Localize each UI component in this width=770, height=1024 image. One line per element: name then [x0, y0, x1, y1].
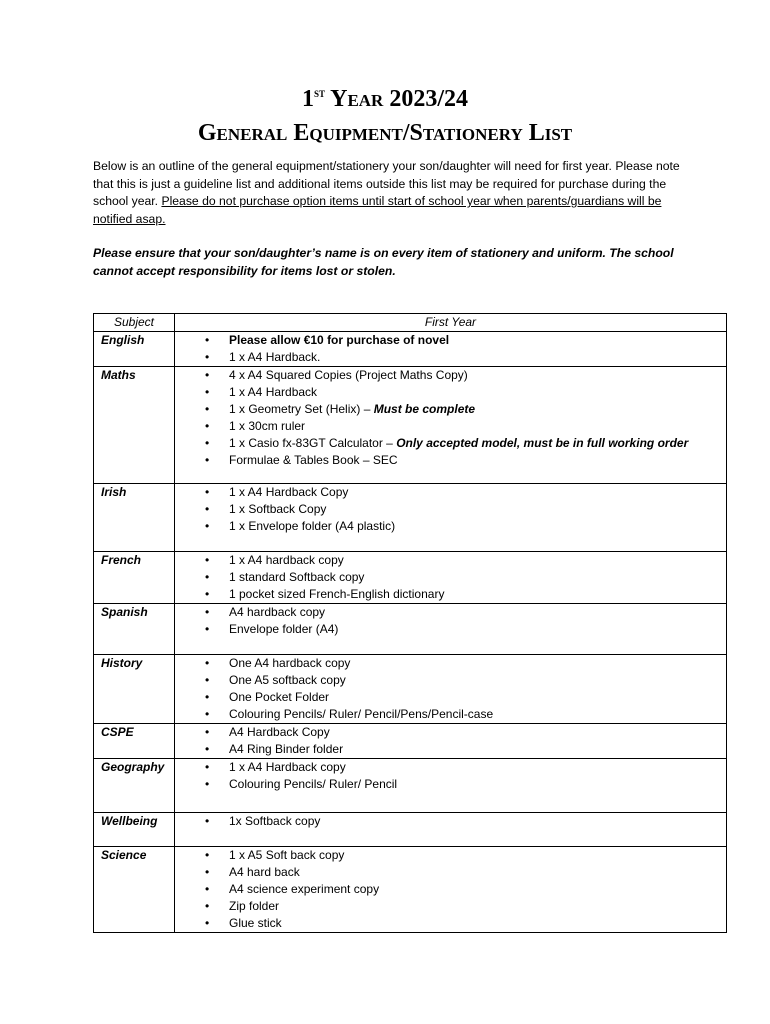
item-text: A4 hardback copy — [229, 605, 326, 619]
item-text: 1 standard Softback copy — [229, 570, 365, 584]
subject-cell: English — [94, 332, 175, 367]
list-item — [229, 384, 726, 401]
table-row — [94, 332, 727, 367]
item-text: 1 x A4 Hardback copy — [229, 760, 346, 774]
items-list — [175, 604, 726, 638]
intro-paragraph: Below is an outline of the general equipment/stationery your son/daughter will need for first year. Please note that this is just a guideline list and additional items outside this list may be required for purchase during the school year. Please do not purchase option items until start of school year when parents/guardians will be notified asap. — [93, 159, 680, 226]
item-text: 1 x A4 Hardback. — [229, 350, 321, 364]
subject-cell: French — [94, 552, 175, 604]
list-item — [229, 847, 726, 864]
list-item — [229, 741, 726, 758]
items-cell — [175, 604, 727, 655]
item-text: Colouring Pencils/ Ruler/ Pencil — [229, 777, 398, 791]
item-text: Glue stick — [229, 916, 282, 930]
table-row — [94, 367, 727, 484]
subject-header: Subject — [94, 314, 175, 332]
list-item — [229, 915, 726, 932]
list-item — [229, 706, 726, 723]
items-cell — [175, 552, 727, 604]
list-item — [229, 689, 726, 706]
list-item — [229, 349, 726, 366]
item-emphasis: Must be complete — [373, 402, 476, 416]
item-text: A4 hard back — [229, 865, 300, 879]
list-item — [229, 552, 726, 569]
list-item — [229, 813, 726, 830]
document-title: 1st Year 2023/24 — [301, 85, 469, 112]
items-cell — [175, 724, 727, 759]
list-item — [229, 776, 726, 793]
list-item — [229, 724, 726, 741]
list-item — [229, 435, 726, 452]
subject-cell: Irish — [94, 484, 175, 552]
item-text: One A5 softback copy — [229, 673, 346, 687]
list-item — [229, 604, 726, 621]
items-list — [175, 759, 726, 793]
items-cell — [175, 847, 727, 933]
items-cell — [175, 813, 727, 847]
item-text: 1 x A4 hardback copy — [229, 553, 344, 567]
table-row — [94, 847, 727, 933]
items-cell — [175, 655, 727, 724]
purchase-warning: Please do not purchase option items until start of school year when parents/guardians will be notified asap. — [93, 194, 662, 226]
stationery-table — [93, 313, 727, 933]
item-text: Colouring Pencils/ Ruler/ Pencil/Pens/Pencil-case — [229, 707, 494, 721]
items-list — [175, 484, 726, 535]
table-row — [94, 552, 727, 604]
items-list — [175, 332, 726, 366]
item-text: Formulae & Tables Book – SEC — [229, 453, 398, 467]
items-cell — [175, 759, 727, 813]
list-item — [229, 864, 726, 881]
item-emphasis: Only accepted model, must be in full working order — [396, 436, 689, 450]
items-list — [175, 552, 726, 603]
item-text: Envelope folder (A4) — [229, 622, 339, 636]
item-text: 4 x A4 Squared Copies (Project Maths Copy) — [229, 368, 468, 382]
table-header-row — [94, 314, 727, 332]
name-notice: Please ensure that your son/daughter’s name is on every item of stationery and uniform. The school cannot accept responsibility for items lost or stolen. — [93, 246, 674, 278]
list-item — [229, 418, 726, 435]
list-item — [229, 672, 726, 689]
subject-cell: History — [94, 655, 175, 724]
table-row — [94, 724, 727, 759]
items-cell — [175, 484, 727, 552]
item-text: 1x Softback copy — [229, 814, 321, 828]
subject-cell: CSPE — [94, 724, 175, 759]
item-text: 1 x 30cm ruler — [229, 419, 306, 433]
list-item — [229, 484, 726, 501]
list-item — [229, 518, 726, 535]
subject-cell: Wellbeing — [94, 813, 175, 847]
items-cell — [175, 332, 727, 367]
list-item — [229, 452, 726, 469]
item-text: A4 Ring Binder folder — [229, 742, 344, 756]
list-item — [229, 881, 726, 898]
item-text: One Pocket Folder — [229, 690, 330, 704]
item-text: 1 x A4 Hardback — [229, 385, 318, 399]
item-text: 1 x A4 Hardback Copy — [229, 485, 349, 499]
list-item — [229, 401, 726, 418]
list-item — [229, 586, 726, 603]
item-text: 1 pocket sized French-English dictionary — [229, 587, 445, 601]
first-year-header: First Year — [175, 314, 727, 332]
item-text: 1 x Softback Copy — [229, 502, 327, 516]
table-row — [94, 655, 727, 724]
items-list — [175, 724, 726, 758]
table-row — [94, 604, 727, 655]
subject-cell: Spanish — [94, 604, 175, 655]
table-row — [94, 484, 727, 552]
subject-cell: Science — [94, 847, 175, 933]
items-list — [175, 655, 726, 723]
subject-cell: Geography — [94, 759, 175, 813]
list-item — [229, 367, 726, 384]
list-item — [229, 621, 726, 638]
items-list — [175, 847, 726, 932]
list-item — [229, 569, 726, 586]
item-text: 1 x Geometry Set (Helix) – — [229, 402, 374, 416]
list-item — [229, 655, 726, 672]
items-list — [175, 813, 726, 830]
item-text: Zip folder — [229, 899, 280, 913]
list-item — [229, 332, 726, 349]
items-list — [175, 367, 726, 469]
item-text: A4 science experiment copy — [229, 882, 380, 896]
list-item — [229, 759, 726, 776]
list-item — [229, 501, 726, 518]
item-text: 1 x Envelope folder (A4 plastic) — [229, 519, 396, 533]
item-text: 1 x Casio fx-83GT Calculator – — [229, 436, 397, 450]
item-text: Please allow €10 for purchase of novel — [229, 333, 450, 347]
item-text: 1 x A5 Soft back copy — [229, 848, 345, 862]
table-row — [94, 813, 727, 847]
subject-cell: Maths — [94, 367, 175, 484]
item-text: A4 Hardback Copy — [229, 725, 330, 739]
list-item — [229, 898, 726, 915]
items-cell — [175, 367, 727, 484]
item-text: One A4 hardback copy — [229, 656, 351, 670]
table-row — [94, 759, 727, 813]
document-subtitle: General Equipment/Stationery List — [197, 120, 573, 146]
